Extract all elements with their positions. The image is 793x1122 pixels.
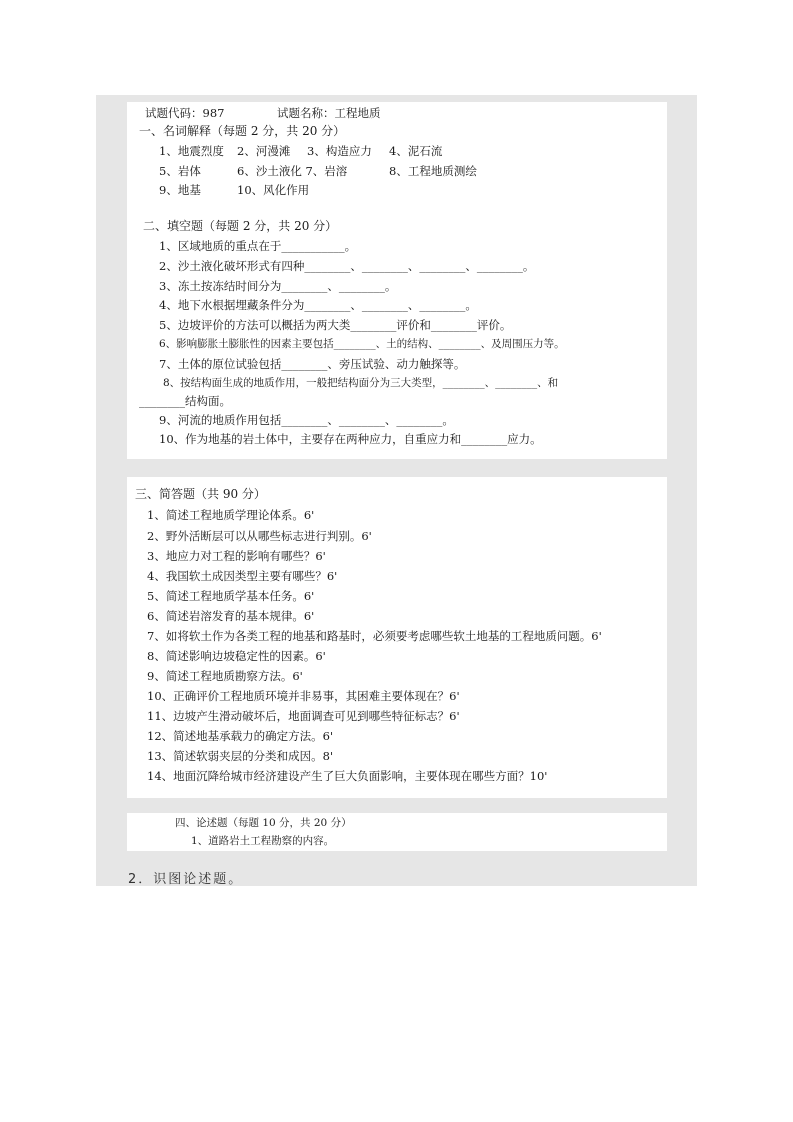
term: 4、泥石流 (389, 144, 443, 158)
fill-item: 9、河流的地质作用包括________、________、________。 (159, 413, 454, 427)
exam-code: 试题代码：987 (145, 106, 225, 120)
short-answer-item: 11、边坡产生滑动破坏后，地面调查可见到哪些特征标志？6' (147, 709, 460, 723)
term: 6、沙土液化 7、岩溶 (237, 164, 348, 178)
exam-panel-part1 (127, 102, 667, 459)
short-answer-item: 13、简述软弱夹层的分类和成因。8' (147, 749, 334, 763)
short-answer-item: 6、简述岩溶发育的基本规律。6' (147, 609, 315, 623)
short-answer-item: 5、简述工程地质学基本任务。6' (147, 589, 315, 603)
short-answer-item: 9、简述工程地质勘察方法。6' (147, 669, 303, 683)
exam-panel-part3 (127, 813, 667, 851)
fill-item: 6、影响膨胀土膨胀性的因素主要包括________、土的结构、________、及周围压力等。 (159, 338, 565, 350)
short-answer-item: 2、野外活断层可以从哪些标志进行判别。6' (147, 529, 372, 543)
term: 10、风化作用 (237, 183, 310, 197)
fill-item: 5、边坡评价的方法可以概括为两大类________评价和________评价。 (159, 318, 512, 332)
term: 9、地基 (159, 183, 201, 197)
exam-name: 试题名称：工程地质 (277, 106, 381, 120)
fill-item: 3、冻土按冻结时间分为________、________。 (159, 279, 397, 293)
fill-item: 10、作为地基的岩土体中，主要存在两种应力，自重应力和________应力。 (159, 432, 542, 446)
footer-question: 2．识图论述题。 (128, 872, 244, 887)
fill-item: 2、沙土液化破坏形式有四种________、________、________、________。 (159, 259, 535, 273)
term: 2、河漫滩 (237, 144, 291, 158)
short-answer-item: 4、我国软土成因类型主要有哪些？6' (147, 569, 338, 583)
exam-panel-part2 (127, 477, 667, 798)
short-answer-item: 12、简述地基承载力的确定方法。6' (147, 729, 334, 743)
term: 3、构造应力 (307, 144, 372, 158)
short-answer-item: 3、地应力对工程的影响有哪些？6' (147, 549, 326, 563)
section2-title: 二、填空题（每题 2 分，共 20 分） (143, 219, 338, 233)
fill-item: 8、按结构面生成的地质作用，一般把结构面分为三大类型，________、________、和 (163, 377, 559, 389)
short-answer-item: 8、简述影响边坡稳定性的因素。6' (147, 649, 326, 663)
fill-item: 4、地下水根据埋藏条件分为________、________、________。 (159, 298, 477, 312)
term: 5、岩体 (159, 164, 201, 178)
section1-title: 一、名词解释（每题 2 分，共 20 分） (139, 124, 346, 138)
term: 1、地震烈度 (159, 144, 224, 158)
short-answer-item: 7、如将软土作为各类工程的地基和路基时，必须要考虑哪些软土地基的工程地质问题。6' (147, 629, 602, 643)
section4-title: 四、论述题（每题 10 分，共 20 分） (175, 817, 352, 829)
section3-title: 三、简答题（共 90 分） (135, 487, 266, 501)
short-answer-item: 10、正确评价工程地质环境并非易事，其困难主要体现在？6' (147, 689, 460, 703)
fill-item-continued: ________结构面。 (139, 394, 231, 408)
fill-item: 1、区域地质的重点在于___________。 (159, 239, 357, 253)
short-answer-item: 1、简述工程地质学理论体系。6' (147, 508, 315, 522)
term: 8、工程地质测绘 (389, 164, 477, 178)
fill-item: 7、土体的原位试验包括________、旁压试验、动力触探等。 (159, 357, 466, 371)
essay-item: 1、道路岩土工程勘察的内容。 (191, 835, 335, 847)
short-answer-item: 14、地面沉降给城市经济建设产生了巨大负面影响，主要体现在哪些方面？10' (147, 769, 548, 783)
